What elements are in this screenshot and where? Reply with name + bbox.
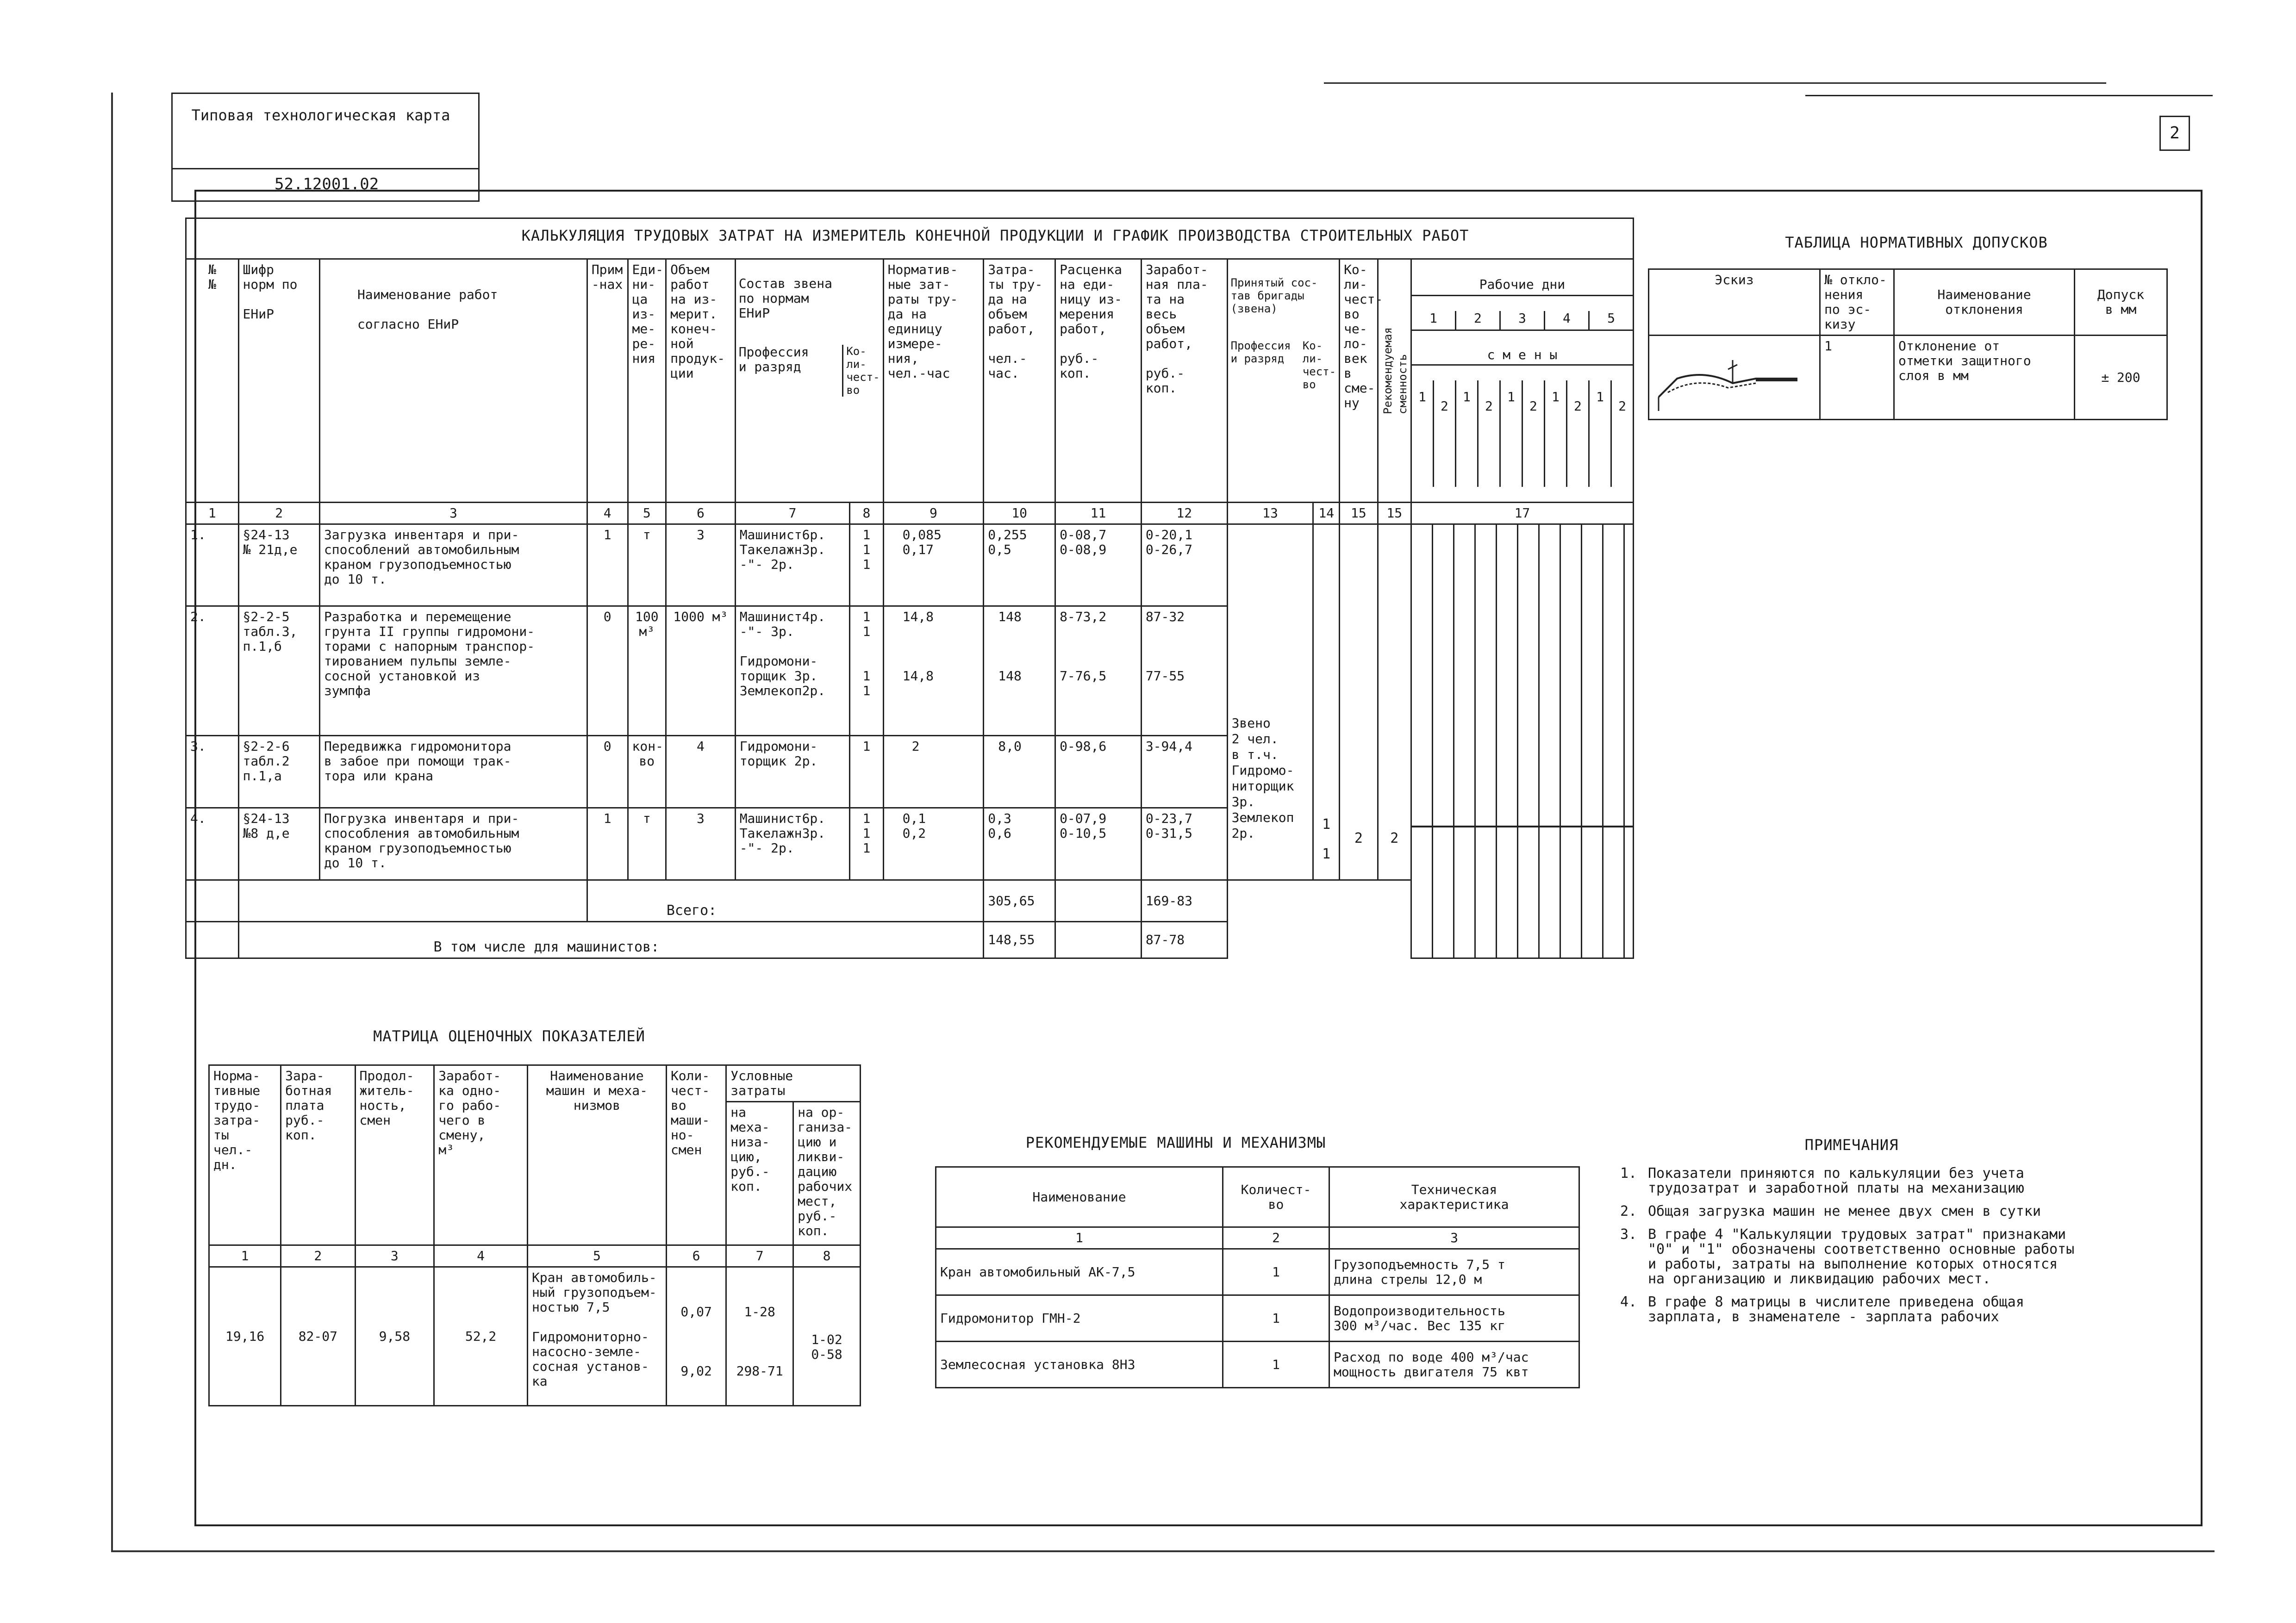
note-text: В графе 4 "Калькуляции трудовых затрат" признаками "0" и "1" обозначены соответственно основные работы и работы, затраты на выполнение которых относятся на организацию и ликвидацию рабочих мест. [1648,1226,2075,1287]
mx-col-num: 6 [666,1245,726,1267]
mc-hdr-name: Наименование [936,1167,1223,1227]
mx-hdr-org: на ор- ганиза- цию и ликви- дацию рабочих мест, руб.- коп. [793,1102,861,1245]
mc-col-num: 1 [936,1227,1223,1249]
hdr-vol: Объем работ на из- мерит. конеч- ной продук- ции [666,259,736,503]
note-text: Общая загрузка машин не менее двух смен в сутки [1648,1203,2041,1219]
hdr-cost: Затра- ты тру- да на объем работ, чел.- час. [984,259,1055,503]
table-row: 3. [186,736,239,808]
col-num: 12 [1141,503,1227,524]
row-prof: Машинист6р. Такелажн3р. -"- 2р. [735,524,850,606]
tol-sketch [1649,336,1820,420]
mc-col-num: 3 [1329,1227,1579,1249]
incl-label: В том числе для машинистов: [433,939,660,955]
hdr-accepted-title: Принятый сос- тав бригады (звена) [1230,276,1318,315]
row-prim: 1 [587,524,628,606]
hdr-name: Наименование работ согласно ЕНиР [319,259,587,503]
col-num: 7 [735,503,850,524]
total-label: Всего: [666,902,717,919]
hdr-rate: Расценка на еди- ницу из- мерения работ, руб.- коп. [1055,259,1142,503]
tol-name: Отклонение от отметки защитного слоя в мм [1894,336,2075,420]
col-num: 1 [186,503,239,524]
hdr-days-title: Рабочие дни [1412,274,1633,296]
row-code: §2-2-5 табл.3, п.1,б [238,606,319,736]
stamp-title: Типовая технологическая карта [191,106,450,124]
note-num: 3. [1620,1226,1637,1243]
stamp-code: 52.12001.02 [275,175,379,193]
day-2: 2 [1456,311,1501,330]
row-qty: 1 [850,736,883,808]
table-row: 2. [186,606,239,736]
mx-hdr-duration: Продол- житель- ность, смен [355,1065,434,1245]
mx-org: 1-02 0-58 [793,1267,861,1406]
list-item [1620,1227,2157,1287]
brigade-shift: 2 [1390,830,1399,846]
hdr-prim: Прим -нах [587,259,628,503]
row-name: Передвижка гидромонитора в забое при помощи трак- тора или крана [319,736,587,808]
row-rate: 8-73,2 7-76,5 [1055,606,1142,736]
mc-qty: 1 [1223,1295,1329,1342]
row-code: §24-13 № 21д,е [238,524,319,606]
note-num: 4. [1620,1294,1637,1310]
row-unit: 100 м³ [628,606,666,736]
row-unit: кон- во [628,736,666,808]
note-num: 1. [1620,1165,1637,1181]
page-number: 2 [2170,124,2180,143]
note-num: 2. [1620,1203,1637,1219]
row-wage: 0-23,7 0-31,5 [1141,808,1227,880]
hdr-n: № № [186,259,239,503]
col-num: 15 [1378,503,1411,524]
sketch-image [1649,351,1816,416]
mx-wage: 82-07 [281,1267,355,1406]
mx-output: 52,2 [434,1267,528,1406]
mc-col-num: 2 [1223,1227,1329,1249]
mx-mech: 1-28 298-71 [726,1267,793,1406]
shift-num: 1 [1545,380,1567,487]
mx-col-num: 7 [726,1245,793,1267]
calc-title: КАЛЬКУЛЯЦИЯ ТРУДОВЫХ ЗАТРАТ НА ИЗМЕРИТЕЛЬ КОНЕЧНОЙ ПРОДУКЦИИ И ГРАФИК ПРОИЗВОДСТВА СТРОИТЕЛЬНЫХ РАБОТ [521,227,1469,244]
row-code: §24-13 №8 д,е [238,808,319,880]
mx-hdr-labor: Норма- тивные трудо- затра- ты чел.- дн. [209,1065,281,1245]
col-num: 5 [628,503,666,524]
tol-num: 1 [1820,336,1894,420]
mx-col-num: 3 [355,1245,434,1267]
row-unit: т [628,808,666,880]
row-prim: 0 [587,606,628,736]
row-prof: Машинист4р. -"- 3р. Гидромони- торщик 3р. Землекоп2р. [735,606,850,736]
hdr-norm: Норматив- ные зат- раты тру- да на единицу измере- ния, чел.-час [883,259,984,503]
row-prof: Машинист6р. Такелажн3р. -"- 2р. [735,808,850,880]
hdr-shifts: с м е н ы [1412,346,1633,366]
row-wage: 3-94,4 [1141,736,1227,808]
col-num: 8 [850,503,883,524]
notes-title: ПРИМЕЧАНИЯ [1804,1136,1899,1154]
shift-num: 1 [1412,380,1434,487]
col-num: 11 [1055,503,1142,524]
row-qty: 1 1 1 1 [850,606,883,736]
row-prim: 1 [587,808,628,880]
mc-spec: Расход по воде 400 м³/час мощность двигателя 75 квт [1329,1342,1579,1388]
matrix-table [208,1064,861,1406]
hdr-team-title: Состав звена по нормам ЕНиР [738,276,832,321]
tol-hdr-tol: Допуск в мм [2075,269,2167,336]
note-text: Показатели приняются по калькуляции без учета трудозатрат и заработной платы на механизацию [1648,1165,2024,1196]
tol-value: ± 200 [2075,336,2167,420]
total-label-cell [587,880,983,922]
day-3: 3 [1501,311,1545,330]
mx-col-num: 4 [434,1245,528,1267]
col-num: 10 [984,503,1055,524]
mc-qty: 1 [1223,1249,1329,1295]
table-row: Землесосная установка 8НЗ [936,1342,1223,1388]
hdr-qty: Ко- ли- чест- во [842,345,880,397]
shift-num: 2 [1434,380,1456,487]
mx-hdr-shifts: Коли- чест- во маши- но- смен [666,1065,726,1245]
schedule-bar [1412,826,1633,827]
brigade-qty-cell [1313,524,1340,880]
mc-qty: 1 [1223,1342,1329,1388]
brigade: Звено 2 чел. в т.ч. Гидромо- ниторщик 3р. Землекоп 2р. [1231,715,1294,841]
row-cost: 148 148 [984,606,1055,736]
tol-hdr-sketch: Эскиз [1649,269,1820,336]
mc-spec: Грузоподъемность 7,5 т длина стрелы 12,0 м [1329,1249,1579,1295]
row-qty: 1 1 1 [850,808,883,880]
shift-num: 2 [1618,398,1626,414]
hdr-shift-count [1378,259,1411,503]
mx-duration: 9,58 [355,1267,434,1406]
col-num: 2 [238,503,319,524]
shift-num: 1 [1590,380,1612,487]
row-code: §2-2-6 табл.2 п.1,а [238,736,319,808]
shift-row [1412,380,1633,487]
row-unit: т [628,524,666,606]
hdr-shift-count-text: Рекомендуемая сменность [1381,327,1409,414]
mx-col-num: 1 [209,1245,281,1267]
list-item [1620,1166,2157,1196]
day-5: 5 [1607,311,1615,326]
hdr-prof: Профессия и разряд [738,344,809,374]
matrix-title: МАТРИЦА ОЦЕНОЧНЫХ ПОКАЗАТЕЛЕЙ [373,1027,645,1045]
day-4: 4 [1545,311,1590,330]
hdr-team [735,259,883,503]
note-text: В графе 8 матрицы в числителе приведена общая зарплата, в знаменателе - зарплата рабочих [1648,1294,2024,1325]
shift-num: 2 [1479,380,1501,487]
row-vol: 1000 м³ [666,606,736,736]
row-qty: 1 1 1 [850,524,883,606]
brigade-shift-cell [1378,524,1411,880]
row-cost: 8,0 [984,736,1055,808]
hdr-accepted [1227,259,1340,503]
col-num: 6 [666,503,736,524]
mx-hdr-cond: Условные затраты [726,1065,861,1102]
machines-table [935,1166,1580,1388]
row-norm: 0,085 0,17 [883,524,984,606]
mc-hdr-spec: Техническая характеристика [1329,1167,1579,1227]
mx-hdr-wage: Зара- ботная плата руб.- коп. [281,1065,355,1245]
tol-hdr-name: Наименование отклонения [1894,269,2075,336]
row-name: Загрузка инвентаря и при- способлений автомобильным краном грузоподъемностью до 10 т. [319,524,587,606]
incl-wage: 87-78 [1141,922,1227,958]
brigade-people-cell [1340,524,1378,880]
row-wage: 87-32 77-55 [1141,606,1227,736]
hdr-unit: Еди- ни- ца из- ме- ре- ния [628,259,666,503]
incl-label-cell [238,922,984,958]
brigade-qty: 1 1 [1322,816,1331,862]
mx-col-num: 5 [527,1245,666,1267]
page-number-box [2159,116,2190,151]
row-rate: 0-08,7 0-08,9 [1055,524,1142,606]
col-num: 15 [1340,503,1378,524]
col-num: 17 [1411,503,1633,524]
hdr-duration: Ко- ли- чест- во че- ло- век в сме- ну [1340,259,1378,503]
hdr-code: Шифр норм по ЕНиР [238,259,319,503]
shift-num: 1 [1456,380,1479,487]
table-row: Гидромонитор ГМН-2 [936,1295,1223,1342]
row-name: Погрузка инвентаря и при- способления автомобильным краном грузоподъемностью до 10 т. [319,808,587,880]
row-prim: 0 [587,736,628,808]
col-num: 4 [587,503,628,524]
shift-num: 2 [1567,380,1590,487]
mx-machines: Кран автомобиль- ный грузоподъем- ностью 7,5 Гидромониторно- насосно-земле- сосная установ- ка [527,1267,666,1406]
tolerances-title: ТАБЛИЦА НОРМАТИВНЫХ ДОПУСКОВ [1785,234,2048,251]
row-cost: 0,3 0,6 [984,808,1055,880]
hdr-days [1411,259,1633,503]
mx-hdr-output: Заработ- ка одно- го рабо- чего в смену, м³ [434,1065,528,1245]
list-item [1620,1204,2157,1219]
col-num: 14 [1313,503,1340,524]
list-item [1620,1295,2157,1325]
brigade-cell [1227,524,1313,880]
row-cost: 0,255 0,5 [984,524,1055,606]
row-norm: 14,8 14,8 [883,606,984,736]
row-norm: 2 [883,736,984,808]
total-wage: 169-83 [1141,880,1227,922]
title-stamp [171,93,480,202]
mx-hdr-mech: на меха- низа- цию, руб.- коп. [726,1102,793,1245]
incl-cost: 148,55 [984,922,1055,958]
col-num: 13 [1227,503,1313,524]
row-rate: 0-07,9 0-10,5 [1055,808,1142,880]
hdr-accepted-prof: Профессия и разряд [1230,339,1291,365]
row-rate: 0-98,6 [1055,736,1142,808]
mx-hdr-machines: Наименование машин и меха- низмов [527,1065,666,1245]
notes-list [1620,1166,2157,1333]
machines-title: РЕКОМЕНДУЕМЫЕ МАШИНЫ И МЕХАНИЗМЫ [1025,1134,1326,1151]
col-num: 3 [319,503,587,524]
row-norm: 0,1 0,2 [883,808,984,880]
total-cost: 305,65 [984,880,1055,922]
row-vol: 3 [666,524,736,606]
mx-shifts: 0,07 9,02 [666,1267,726,1406]
top-rule [1324,82,2106,84]
mc-hdr-qty: Количест- во [1223,1167,1329,1227]
row-prof: Гидромони- торщик 2р. [735,736,850,808]
row-name: Разработка и перемещение грунта II группы гидромони- торами с напорным транспор- тированием пульпы земле- сосной установкой из зумпфа [319,606,587,736]
shift-num: 1 [1501,380,1523,487]
tolerances-table [1648,268,2168,420]
mx-labor: 19,16 [209,1267,281,1406]
brigade-people: 2 [1354,830,1363,846]
row-wage: 0-20,1 0-26,7 [1141,524,1227,606]
table-row: 4. [186,808,239,880]
shift-num: 2 [1523,380,1545,487]
hdr-wage: Заработ- ная пла- та на весь объем работ, руб.- коп. [1141,259,1227,503]
top-rule-2 [1805,95,2213,96]
mx-col-num: 8 [793,1245,861,1267]
day-1: 1 [1412,311,1456,330]
calc-table [185,218,1634,959]
hdr-accepted-qty: Ко- ли- чест- во [1302,339,1336,391]
schedule-grid [1411,524,1633,958]
table-row: 1. [186,524,239,606]
table-row: Кран автомобильный АК-7,5 [936,1249,1223,1295]
tol-hdr-num: № откло- нения по эс- кизу [1820,269,1894,336]
mx-col-num: 2 [281,1245,355,1267]
mc-spec: Водопроизводительность 300 м³/час. Вес 135 кг [1329,1295,1579,1342]
row-vol: 3 [666,808,736,880]
col-num: 9 [883,503,984,524]
row-vol: 4 [666,736,736,808]
